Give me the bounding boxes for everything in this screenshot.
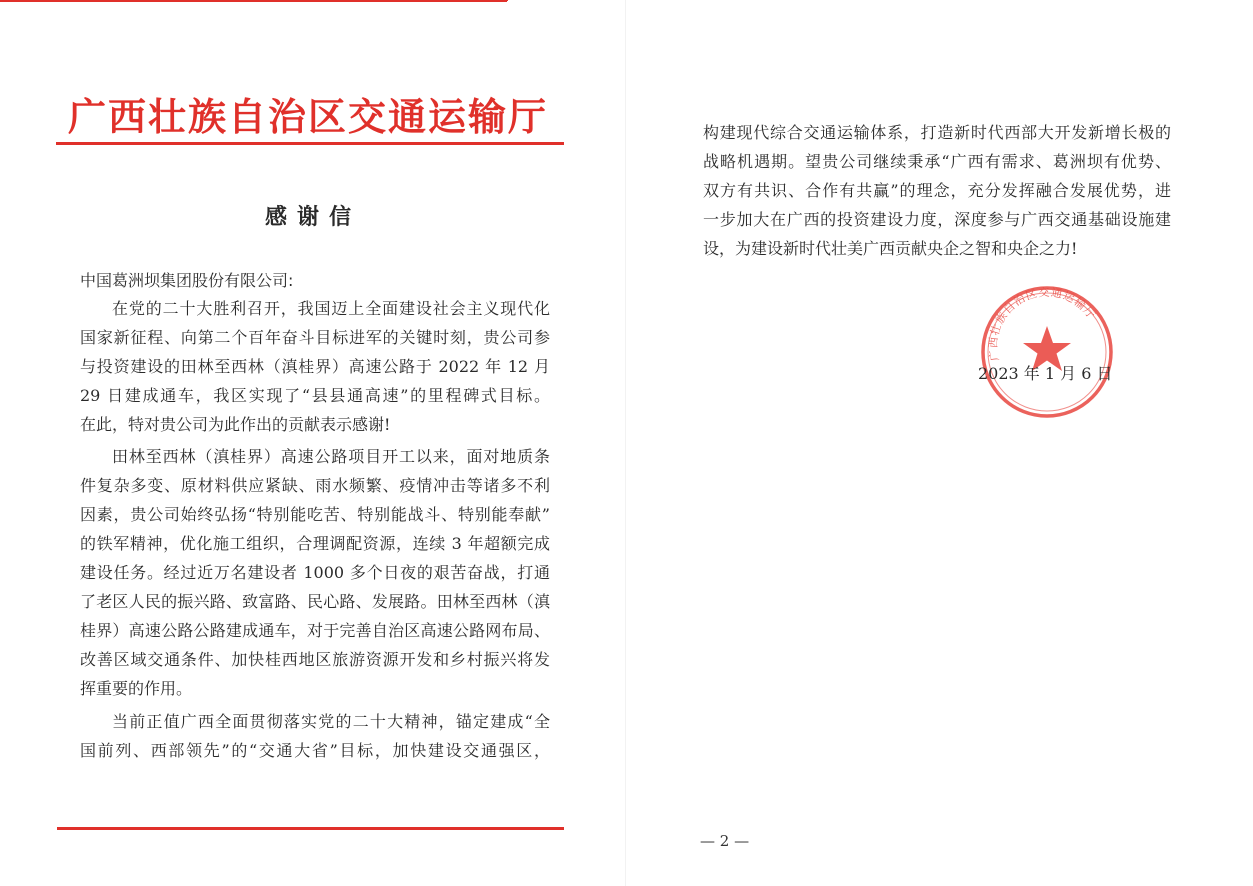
letterhead-rule-thick bbox=[56, 142, 564, 145]
footer-rule-thin bbox=[0, 1, 507, 2]
body-line: 建设任务。经过近万名建设者 1000 多个日夜的艰苦奋战，打通 bbox=[80, 563, 550, 582]
body-line: 设，为建设新时代壮美广西贡献央企之智和央企之力! bbox=[703, 239, 1078, 258]
body-line: 件复杂多变、原材料供应紧缺、雨水频繁、疫情冲击等诸多不利 bbox=[80, 476, 550, 495]
body-line: 挥重要的作用。 bbox=[80, 679, 193, 698]
page-number: — 2 — bbox=[700, 832, 750, 850]
body-line: 与投资建设的田林至西林（滇桂界）高速公路于 2022 年 12 月 bbox=[80, 357, 550, 376]
body-line: 桂界）高速公路公路建成通车，对于完善自治区高速公路网布局、 bbox=[80, 621, 550, 640]
letterhead-title: 广西壮族自治区交通运输厅 bbox=[68, 94, 549, 139]
body-line: 国家新征程、向第二个百年奋斗目标进军的关键时刻，贵公司参 bbox=[80, 328, 550, 347]
official-seal bbox=[977, 282, 1117, 422]
footer-rule-thick bbox=[57, 827, 564, 830]
letter-date: 2023 年 1 月 6 日 bbox=[978, 364, 1113, 383]
body-line: 在党的二十大胜利召开，我国迈上全面建设社会主义现代化 bbox=[112, 299, 550, 318]
body-line: 田林至西林（滇桂界）高速公路项目开工以来，面对地质条 bbox=[112, 447, 550, 466]
body-line: 了老区人民的振兴路、致富路、民心路、发展路。田林至西林（滇 bbox=[80, 592, 550, 611]
left-page bbox=[0, 0, 626, 886]
letter-title: 感谢信 bbox=[264, 204, 361, 230]
body-line: 在此，特对贵公司为此作出的贡献表示感谢! bbox=[80, 415, 391, 434]
salutation: 中国葛洲坝集团股份有限公司: bbox=[80, 271, 294, 290]
body-line: 因素，贵公司始终弘扬“特别能吃苦、特别能战斗、特别能奉献” bbox=[80, 505, 550, 524]
body-line: 构建现代综合交通运输体系，打造新时代西部大开发新增长极的 bbox=[703, 123, 1171, 142]
body-line: 29 日建成通车，我区实现了“县县通高速”的里程碑式目标。 bbox=[80, 386, 550, 405]
body-line: 双方有共识、合作有共赢”的理念，充分发挥融合发展优势，进 bbox=[703, 181, 1171, 200]
body-line: 改善区域交通条件、加快桂西地区旅游资源开发和乡村振兴将发 bbox=[80, 650, 550, 669]
body-line: 国前列、西部领先”的“交通大省”目标，加快建设交通强区， bbox=[80, 741, 550, 760]
body-line: 一步加大在广西的投资建设力度，深度参与广西交通基础设施建 bbox=[703, 210, 1171, 229]
body-line: 战略机遇期。望贵公司继续秉承“广西有需求、葛洲坝有优势、 bbox=[703, 152, 1171, 171]
seal-text: 广西壮族自治区交通运输厅 bbox=[986, 285, 1099, 362]
body-line: 当前正值广西全面贯彻落实党的二十大精神，锚定建成“全 bbox=[112, 712, 550, 731]
body-line: 的铁军精神，优化施工组织，合理调配资源，连续 3 年超额完成 bbox=[80, 534, 550, 553]
